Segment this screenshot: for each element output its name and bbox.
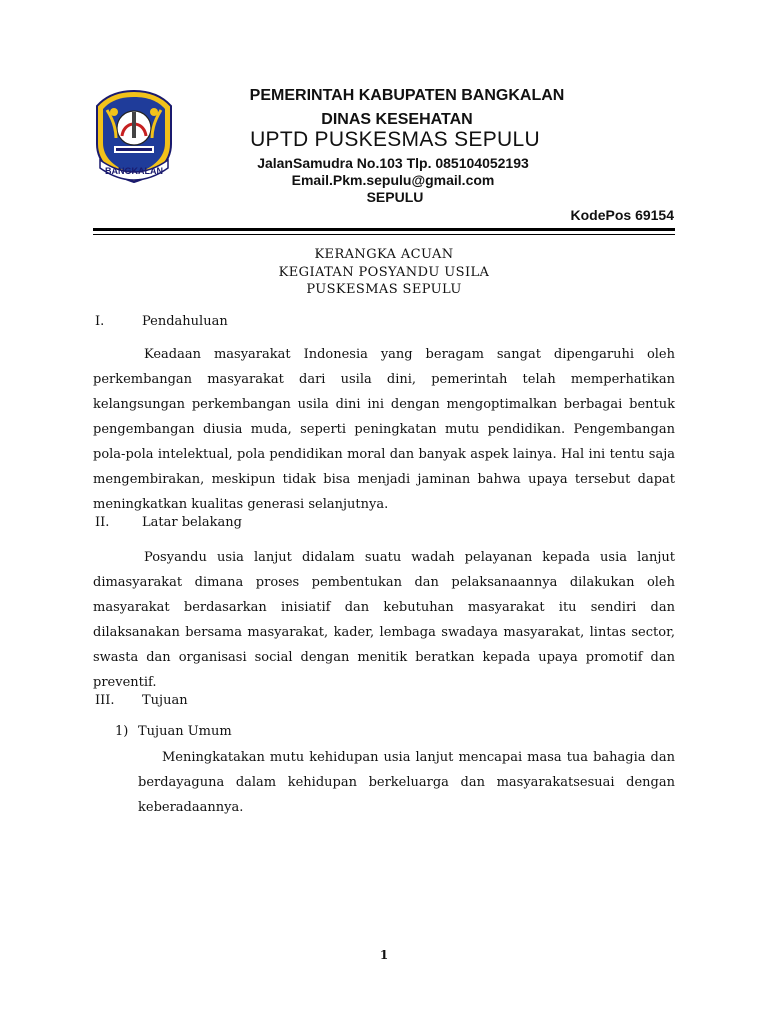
section-number: III. — [95, 693, 115, 708]
section-paragraph-2: Posyandu usia lanjut didalam suatu wadah pelayanan kepada usia lanjut dimasyarakat dimana proses pembentukan dan pelaksanaannya dilakukan oleh masyarakat berdasarkan inisiatif dan kebutuhan masyarakat itu sendiri dan dilaksanakan bersama masyarakat, kader, lembaga swadaya masyarakat, lintas sector, swasta dan organisasi social dengan menitik beratkan kepada upaya promotif dan preventif. — [93, 550, 675, 690]
letterhead-postal-code: KodePos 69154 — [570, 207, 674, 223]
title-line-2: KEGIATAN POSYANDU USILA — [278, 264, 490, 280]
section-number: II. — [95, 515, 110, 530]
section-title: Latar belakang — [142, 515, 242, 530]
letterhead-address: JalanSamudra No.103 Tlp. 085104052193 — [257, 155, 529, 171]
page-number: 1 — [379, 948, 389, 962]
letterhead-divider-thin — [93, 234, 675, 235]
section-title: Pendahuluan — [142, 314, 228, 329]
letterhead-email: Email.Pkm.sepulu@gmail.com — [291, 172, 495, 188]
subsection-title: Tujuan Umum — [138, 724, 232, 739]
subsection-number: 1) — [115, 724, 129, 739]
letterhead-department: DINAS KESEHATAN — [321, 111, 473, 128]
logo-text: BANGKALAN — [105, 166, 163, 176]
title-line-3: PUSKESMAS SEPULU — [306, 282, 462, 297]
letterhead-city: SEPULU — [366, 189, 424, 205]
subsection-paragraph: Meningkatakan mutu kehidupan usia lanjut mencapai masa tua bahagia dan berdayaguna dalam kehidupan berkeluarga dan masyarakatsesuai dengan keberadaannya. — [138, 750, 675, 815]
letterhead-divider-thick — [93, 228, 675, 231]
section-paragraph-1: Keadaan masyarakat Indonesia yang beragam sangat dipengaruhi oleh perkembangan masyarakat dari usila dini, pemerintah telah memperhatikan kelangsungan perkembangan usila dini ini dengan mengoptimalkan berbagai bentuk pengembangan diusia muda, seperti peningkatan mutu pendidikan. Pengembangan pola-pola intelektual, pola pendidikan moral dan banyak aspek lainya. Hal ini tentu saja mengembirakan, meskipun tidak bisa menjadi jaminan bahwa upaya tersebut dapat meningkatkan kualitas generasi selanjutnya. — [93, 347, 675, 512]
letterhead-institution: UPTD PUSKESMAS SEPULU — [250, 128, 540, 151]
section-title: Tujuan — [142, 693, 188, 708]
title-line-1: KERANGKA ACUAN — [314, 247, 454, 262]
document-title — [93, 246, 675, 299]
section-number: I. — [95, 314, 105, 329]
letterhead-government: PEMERINTAH KABUPATEN BANGKALAN — [249, 87, 565, 104]
